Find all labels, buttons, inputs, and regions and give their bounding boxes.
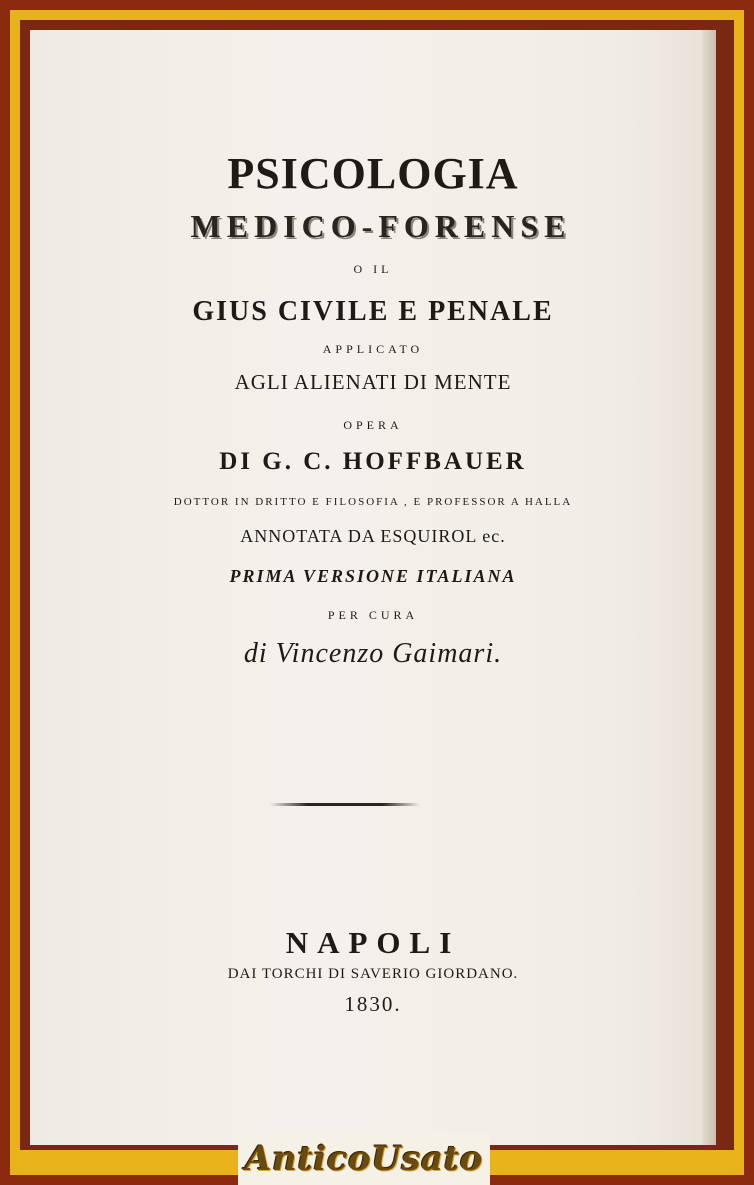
applied-text: APPLICATO (322, 342, 424, 356)
annotation-text: ANNOTATA DA ESQUIROL ec. (240, 526, 506, 546)
author-credentials: DOTTOR IN DRITTO E FILOSOFIA , E PROFESSOR A HALLA (173, 496, 573, 508)
edition-text: PRIMA VERSIONE ITALIANA (229, 566, 517, 586)
title-line-2: MEDICO-FORENSE (190, 208, 572, 244)
care-of-label: PER CURA (327, 608, 419, 622)
subject-text: AGLI ALIENATI DI MENTE (234, 370, 512, 394)
printer-text: DAI TORCHI DI SAVERIO GIORDANO. (227, 966, 519, 982)
title-line-3: GIUS CIVILE E PENALE (192, 296, 554, 327)
book-title-page (30, 30, 716, 1145)
publication-year: 1830. (344, 992, 402, 1016)
decorative-rule (270, 803, 420, 806)
conjunction-text: O IL (353, 262, 393, 276)
logo-text: AnticoUsato (245, 1139, 483, 1179)
watermark-logo (238, 1133, 490, 1185)
author-name: DI G. C. HOFFBAUER (219, 448, 527, 475)
work-label: OPERA (343, 418, 403, 432)
city-name: NAPOLI (285, 925, 461, 960)
title-line-1: PSICOLOGIA (227, 149, 519, 198)
translator-signature: di Vincenzo Gaimari. (243, 638, 503, 669)
